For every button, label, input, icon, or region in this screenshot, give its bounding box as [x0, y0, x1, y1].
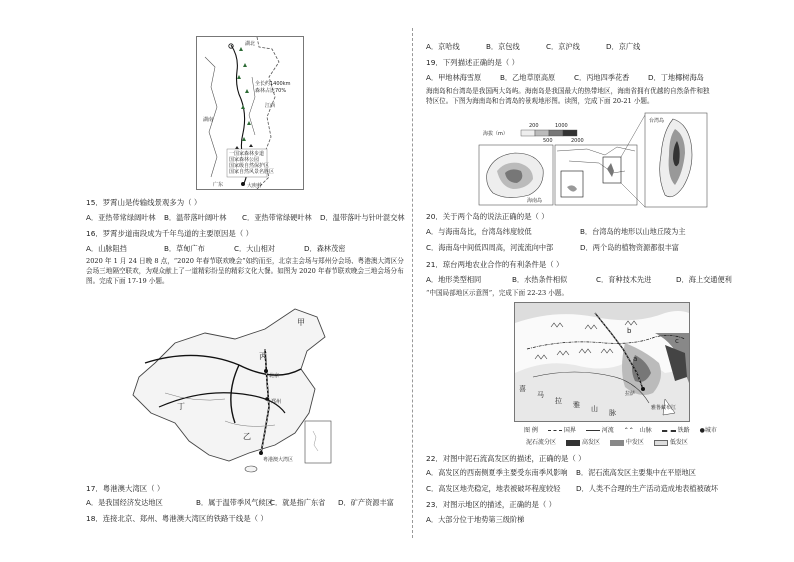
mid-zone-swatch — [610, 440, 624, 446]
q23-option-a[interactable]: A．大部分位于地势第三级阶梯 — [426, 515, 525, 524]
label-taiwan: 台湾岛 — [649, 118, 665, 124]
q15-option-a[interactable]: A．亚热带常绿阔叶林 — [86, 213, 156, 222]
passage-20-21: 海南岛和台湾岛是我国两大岛屿。海南岛是我国最大的热带地区，海南省拥有优越的自然条件和独特区位。下图为海南岛和台湾岛的景观地形图。读图，完成下面 20-21 小题。 — [426, 87, 710, 105]
q19-option-c[interactable]: C．丙地四季花香 — [574, 73, 630, 82]
q19-option-b[interactable]: B．乙地草原高原 — [500, 73, 556, 82]
elevation-tick-500: 500 — [543, 138, 553, 144]
legend-mountain: 山脉 — [639, 427, 652, 434]
legend-nature-reserve: 国家级自然保护区 — [229, 163, 270, 169]
q19-option-d[interactable]: D．丁地椰树海岛 — [648, 73, 704, 82]
legend-debris-flow: 泥石流分区 — [526, 439, 557, 446]
low-zone-swatch — [654, 440, 668, 446]
map4-legend-row1 — [524, 426, 717, 435]
q16-option-c[interactable]: C．大山相对 — [234, 244, 275, 253]
question-15-stem: 15．罗霄山是传输线景观多为（ ） — [86, 198, 202, 207]
railway-icon — [662, 430, 676, 432]
q16-option-d[interactable]: D．森林茂密 — [304, 244, 346, 253]
q18-option-b[interactable]: B．京包线 — [486, 42, 520, 51]
border-icon — [548, 430, 562, 431]
legend-scenic-area: 国家自然风景名胜区 — [229, 169, 275, 175]
elevation-tick-200: 200 — [529, 123, 539, 129]
q22-option-c[interactable]: C．高发区地壳稳定，地表被破坏程度较轻 — [426, 484, 561, 493]
mountain-char-shan: 山 — [591, 405, 598, 413]
q16-option-b[interactable]: B．草甸广布 — [164, 244, 205, 253]
elevation-tick-2000: 2000 — [571, 138, 584, 144]
q21-option-d[interactable]: D．海上交通便利 — [676, 275, 732, 284]
q20-option-c[interactable]: C．海南岛中间低四周高，河流流向中部 — [426, 243, 554, 252]
zone-label-c: c — [675, 337, 679, 345]
legend-border: 国界 — [563, 427, 576, 434]
region-bing: 丙 — [259, 352, 267, 361]
q19-option-a[interactable]: A．甲地林海雪原 — [426, 73, 482, 82]
map4-legend-row2 — [526, 438, 688, 447]
city-lhasa: 拉萨 — [625, 391, 636, 397]
q18-option-d[interactable]: D．京广线 — [606, 42, 641, 51]
label-jiangxi: 江西 — [265, 103, 276, 109]
q18-option-a[interactable]: A．京哈线 — [426, 42, 460, 51]
q15-option-b[interactable]: B．温带落叶阔叶林 — [164, 213, 227, 222]
city-gba: 粤港澳大湾区 — [263, 457, 294, 463]
luoxiao-trail-map — [196, 36, 304, 190]
mountain-char-xi: 喜 — [519, 385, 526, 393]
question-22-stem: 22．对图中泥石流高发区的描述，正确的是（ ） — [426, 454, 586, 463]
zone-label-a: a — [633, 355, 638, 363]
island-map — [476, 110, 708, 208]
region-ding: 丁 — [177, 402, 185, 411]
q21-option-b[interactable]: B．水热条件相似 — [512, 275, 568, 284]
legend-trail: 一国家森林步道 — [229, 151, 265, 157]
q20-option-d[interactable]: D．两个岛的植物资源都很丰富 — [580, 243, 679, 252]
label-dayuling: 大庾岭 — [247, 183, 263, 189]
column-divider — [412, 28, 413, 538]
legend-railway: 铁路 — [677, 427, 690, 434]
q16-option-a[interactable]: A．山脉阻挡 — [86, 244, 127, 253]
mountain-char-mai: 脉 — [609, 409, 616, 417]
q17-option-a[interactable]: A．是我国经济发达地区 — [86, 498, 163, 507]
label-length: 全长约1400km — [255, 81, 291, 87]
legend-forest-park: 国家森林公园 — [229, 157, 260, 163]
question-16-stem: 16．罗霄步道南段成为千年鸟道的主要原因是（ ） — [86, 229, 253, 238]
question-17-stem: 17．粤港澳大湾区（ ） — [86, 484, 165, 493]
legend-title: 图 例 — [524, 427, 538, 434]
high-zone-swatch — [566, 440, 580, 446]
legend-mid: 中发区 — [625, 439, 644, 446]
elevation-legend-title: 海拔（m） — [483, 131, 508, 137]
zone-label-b: b — [627, 327, 632, 335]
question-20-stem: 20．关于两个岛的说法正确的是（ ） — [426, 212, 549, 221]
q22-option-d[interactable]: D．人类不合理的生产活动造成地表植被破坏 — [576, 484, 719, 493]
label-hubei: 湖北 — [245, 41, 256, 47]
label-guangdong: 广东 — [213, 182, 224, 188]
elevation-tick-1000: 1000 — [555, 123, 568, 129]
passage-22-23: “中国局部地区示意图”，完成下面 22-23 小题。 — [426, 289, 569, 297]
mountain-char-ya: 雅 — [573, 401, 580, 409]
q17-option-d[interactable]: D．矿产资源丰富 — [338, 498, 394, 507]
legend-low: 低发区 — [669, 439, 688, 446]
q20-option-b[interactable]: B．台湾岛的地形以山地丘陵为主 — [580, 227, 686, 236]
q21-option-a[interactable]: A．地形类型相同 — [426, 275, 482, 284]
label-hunan: 湖南 — [203, 117, 214, 123]
q17-option-b[interactable]: B．属于温带季风气候区 — [196, 498, 273, 507]
mountain-char-ma: 马 — [537, 391, 544, 399]
q15-option-c[interactable]: C．亚热带常绿硬叶林 — [242, 213, 312, 222]
q22-option-a[interactable]: A．高发区的西南侧夏季主要受东南季风影响 — [426, 468, 568, 477]
legend-river: 河流 — [601, 427, 614, 434]
q15-option-d[interactable]: D．温带落叶与针叶混交林 — [320, 213, 405, 222]
city-beijing: 北京 — [269, 373, 280, 379]
mountain-icon: ⌃⌃ — [623, 427, 634, 434]
question-21-stem: 21．琼台两地农业合作的有利条件是（ ） — [426, 260, 564, 269]
china-gala-map — [124, 302, 334, 480]
q18-option-c[interactable]: C．京沪线 — [546, 42, 580, 51]
river-icon — [586, 430, 600, 431]
q22-option-b[interactable]: B．泥石流高发区主要集中在平原地区 — [576, 468, 696, 477]
legend-high: 高发区 — [581, 439, 600, 446]
q17-option-c[interactable]: C．就是指广东省 — [270, 498, 326, 507]
region-jia: 甲 — [297, 318, 305, 327]
label-hainan: 海南岛 — [527, 198, 543, 204]
question-18-stem: 18．连接北京、郑州、粤港澳大湾区的铁路干线是（ ） — [86, 514, 268, 523]
city-icon: ● — [699, 427, 705, 434]
himalaya-debris-flow-map — [514, 302, 690, 422]
question-19-stem: 19．下列描述正确的是（ ） — [426, 58, 520, 67]
passage-17-19: 2020 年 1 月 24 日晚 8 点，“2020 年春节联欢晚会”如约而至，北京主会场与郑州分会场、粤港澳大湾区分会场三地隔空联欢，为观众献上了一道精彩纷呈的精彩文化大餐。如图为 2020 年春节联欢晚会三地会场分布图。完成下面 17-19 小题。 — [86, 257, 404, 285]
mountain-char-la: 拉 — [555, 397, 562, 405]
q20-option-a[interactable]: A．与海南岛比，台湾岛纬度较低 — [426, 227, 532, 236]
label-forest-ratio: 森林占比70% — [255, 88, 287, 94]
q21-option-c[interactable]: C．育种技术先进 — [596, 275, 652, 284]
river-yarlung: 雅鲁藏布江 — [651, 405, 677, 411]
legend-city: 城市 — [704, 427, 717, 434]
question-23-stem: 23．对图示地区的描述，正确的是（ ） — [426, 500, 557, 509]
city-zhengzhou: 郑州 — [271, 399, 282, 405]
region-yi: 乙 — [243, 432, 251, 441]
